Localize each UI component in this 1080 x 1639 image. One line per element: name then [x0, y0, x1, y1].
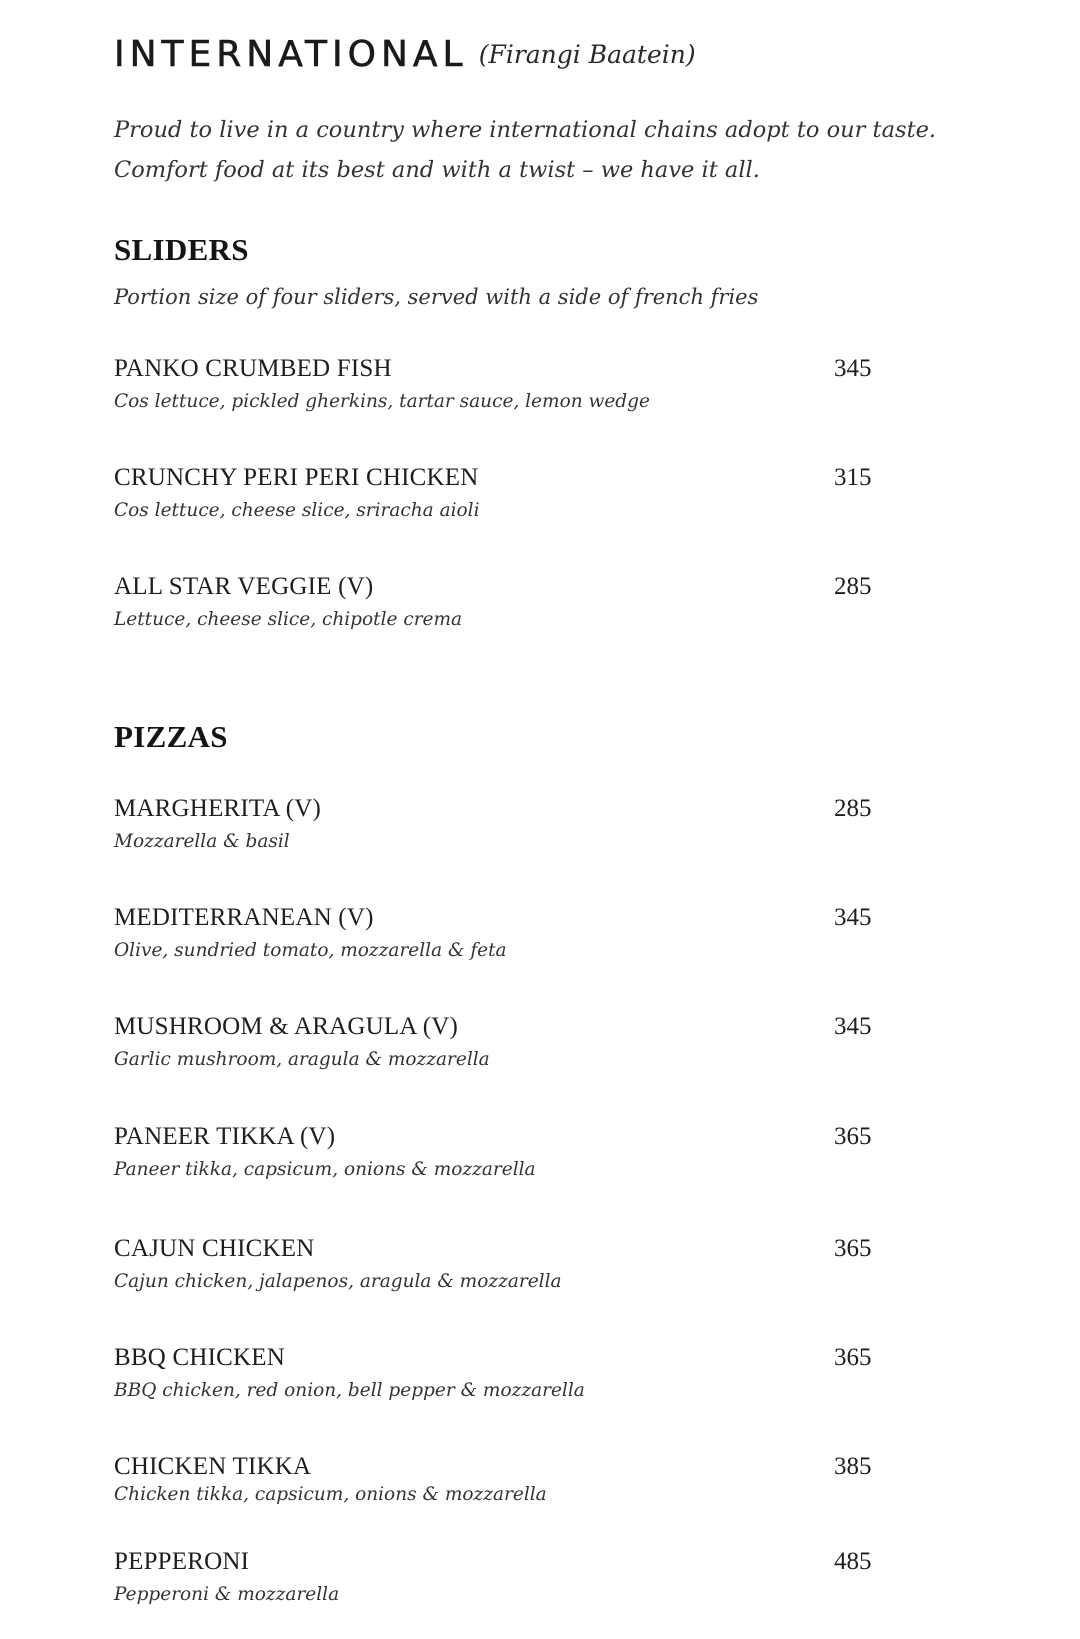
item-description: Chicken tikka, capsicum, onions & mozzarella [114, 1484, 547, 1505]
menu-item [114, 1548, 994, 1618]
menu-item [114, 1344, 994, 1414]
menu-item [114, 1123, 994, 1193]
intro-line: Proud to live in a country where international chains adopt to our taste. [114, 117, 937, 143]
item-description: Mozzarella & basil [114, 831, 290, 852]
menu-item [114, 1453, 994, 1523]
menu-page [114, 0, 1014, 1639]
section-note-sliders: Portion size of four sliders, served with a side of french fries [114, 285, 759, 309]
menu-item [114, 355, 994, 425]
item-description: Garlic mushroom, aragula & mozzarella [114, 1049, 490, 1070]
item-price: 485 [834, 1548, 872, 1575]
menu-header [114, 34, 696, 75]
item-name: CHICKEN TIKKA [114, 1453, 312, 1480]
item-description: Pepperoni & mozzarella [114, 1584, 340, 1605]
item-description: Olive, sundried tomato, mozzarella & feta [114, 940, 507, 961]
menu-item [114, 1235, 994, 1305]
intro-line: Comfort food at its best and with a twist – we have it all. [114, 157, 760, 183]
item-price: 345 [834, 355, 872, 382]
item-price: 345 [834, 1013, 872, 1040]
item-name: ALL STAR VEGGIE (V) [114, 573, 374, 600]
item-price: 315 [834, 464, 872, 491]
item-description: Cos lettuce, cheese slice, sriracha aioli [114, 500, 480, 521]
item-name: CRUNCHY PERI PERI CHICKEN [114, 464, 479, 491]
item-price: 285 [834, 795, 872, 822]
item-name: CAJUN CHICKEN [114, 1235, 315, 1262]
section-title-pizzas: PIZZAS [114, 719, 228, 754]
item-price: 385 [834, 1453, 872, 1480]
item-name: MEDITERRANEAN (V) [114, 904, 374, 931]
menu-item [114, 573, 994, 643]
menu-item [114, 1013, 994, 1083]
item-price: 285 [834, 573, 872, 600]
item-name: MARGHERITA (V) [114, 795, 322, 822]
item-price: 365 [834, 1123, 872, 1150]
menu-item [114, 464, 994, 534]
item-name: MUSHROOM & ARAGULA (V) [114, 1013, 459, 1040]
item-name: PANKO CRUMBED FISH [114, 355, 392, 382]
section-title-sliders: SLIDERS [114, 232, 249, 267]
item-name: PEPPERONI [114, 1548, 250, 1575]
item-price: 345 [834, 904, 872, 931]
menu-item [114, 795, 994, 865]
item-price: 365 [834, 1344, 872, 1371]
item-price: 365 [834, 1235, 872, 1262]
item-description: Paneer tikka, capsicum, onions & mozzarella [114, 1159, 536, 1180]
intro-text [114, 110, 994, 190]
menu-item [114, 904, 994, 974]
item-description: Cos lettuce, pickled gherkins, tartar sauce, lemon wedge [114, 391, 650, 412]
menu-heading: INTERNATIONAL [114, 34, 468, 75]
item-description: BBQ chicken, red onion, bell pepper & mozzarella [114, 1380, 585, 1401]
item-name: BBQ CHICKEN [114, 1344, 285, 1371]
menu-subheading: (Firangi Baatein) [478, 40, 696, 69]
item-description: Lettuce, cheese slice, chipotle crema [114, 609, 463, 630]
item-name: PANEER TIKKA (V) [114, 1123, 336, 1150]
item-description: Cajun chicken, jalapenos, aragula & mozzarella [114, 1271, 562, 1292]
